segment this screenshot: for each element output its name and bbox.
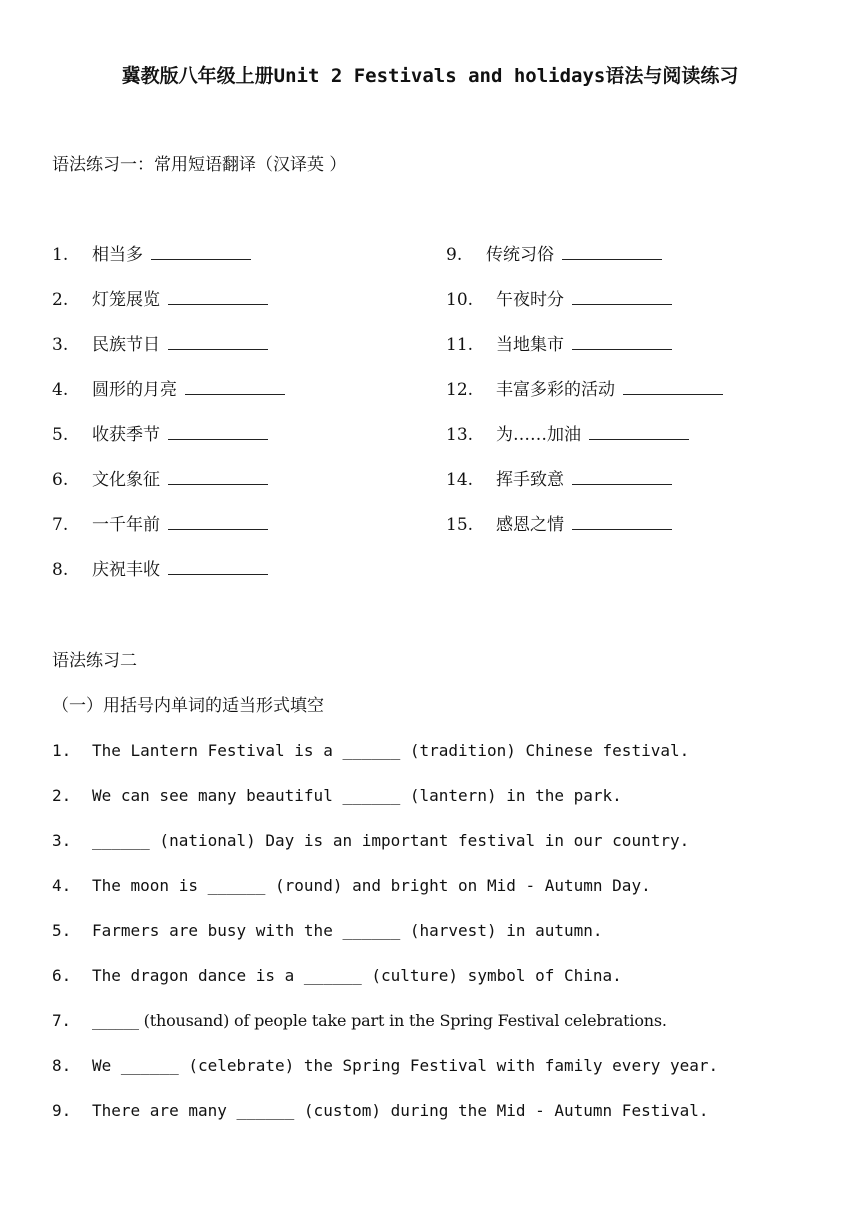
phrase-number: 12. — [446, 380, 474, 400]
phrase-number: 2. — [52, 290, 69, 310]
sentence-item — [52, 916, 603, 946]
sentence-item — [52, 1006, 667, 1036]
answer-blank[interactable] — [168, 511, 268, 530]
sentence-text: We can see many beautiful ______ (lantern) in the park. — [92, 786, 622, 805]
phrase-item — [446, 240, 662, 270]
phrase-text: 灯笼展览 — [92, 290, 160, 310]
answer-blank[interactable] — [589, 421, 689, 440]
phrase-item — [446, 285, 672, 315]
phrase-item — [446, 420, 689, 450]
sentence-item — [52, 871, 651, 901]
section2-heading: 语法练习二 — [52, 651, 137, 671]
answer-blank[interactable] — [168, 556, 268, 575]
sentence-number: 4. — [52, 876, 72, 895]
section2-subheading: （一）用括号内单词的适当形式填空 — [52, 696, 324, 716]
phrase-number: 1. — [52, 245, 69, 265]
answer-blank[interactable] — [623, 376, 723, 395]
phrase-text: 庆祝丰收 — [92, 560, 160, 580]
sentence-item — [52, 826, 689, 856]
answer-blank[interactable] — [151, 241, 251, 260]
phrase-item — [446, 330, 672, 360]
phrase-number: 8. — [52, 560, 69, 580]
phrase-text: 挥手致意 — [496, 470, 564, 490]
phrase-number: 7. — [52, 515, 69, 535]
answer-blank[interactable] — [562, 241, 662, 260]
sentence-number: 7. — [52, 1011, 71, 1030]
phrase-item — [52, 555, 268, 585]
sentence-number: 6. — [52, 966, 72, 985]
answer-blank[interactable] — [572, 511, 672, 530]
phrase-number: 5. — [52, 425, 69, 445]
sentence-text: The Lantern Festival is a ______ (tradition) Chinese festival. — [92, 741, 690, 760]
answer-blank[interactable] — [572, 466, 672, 485]
phrase-text: 相当多 — [92, 245, 143, 265]
sentence-number: 3. — [52, 831, 72, 850]
phrase-number: 14. — [446, 470, 474, 490]
sentence-text: ______ (thousand) of people take part in the Spring Festival celebrations. — [92, 1011, 667, 1030]
answer-blank[interactable] — [168, 286, 268, 305]
phrase-number: 9. — [446, 245, 463, 265]
phrase-number: 4. — [52, 380, 69, 400]
phrase-number: 13. — [446, 425, 474, 445]
sentence-item — [52, 781, 622, 811]
phrase-item — [446, 510, 672, 540]
phrase-item — [52, 285, 268, 315]
phrase-item — [52, 510, 268, 540]
phrase-text: 当地集市 — [496, 335, 564, 355]
phrase-text: 一千年前 — [92, 515, 160, 535]
phrase-item — [52, 375, 285, 405]
sentence-text: There are many ______ (custom) during the Mid - Autumn Festival. — [92, 1101, 709, 1120]
phrase-item — [446, 375, 723, 405]
sentence-item — [52, 961, 622, 991]
sentence-text: Farmers are busy with the ______ (harvest) in autumn. — [92, 921, 603, 940]
phrase-text: 文化象征 — [92, 470, 160, 490]
phrase-item — [52, 330, 268, 360]
phrase-number: 15. — [446, 515, 474, 535]
phrase-text: 圆形的月亮 — [92, 380, 177, 400]
section1-heading: 语法练习一：常用短语翻译（汉译英 ） — [52, 155, 347, 175]
phrase-text: 传统习俗 — [486, 245, 554, 265]
phrase-text: 为……加油 — [496, 425, 581, 445]
phrase-number: 11. — [446, 335, 474, 355]
sentence-item — [52, 1096, 709, 1126]
phrase-item — [52, 420, 268, 450]
answer-blank[interactable] — [185, 376, 285, 395]
sentence-number: 2. — [52, 786, 72, 805]
document-title: 冀教版八年级上册Unit 2 Festivals and holidays语法与阅读练习 — [121, 65, 739, 87]
phrase-number: 6. — [52, 470, 69, 490]
phrase-item — [446, 465, 672, 495]
phrase-text: 午夜时分 — [496, 290, 564, 310]
phrase-text: 丰富多彩的活动 — [496, 380, 615, 400]
answer-blank[interactable] — [168, 421, 268, 440]
phrase-number: 3. — [52, 335, 69, 355]
sentence-item — [52, 1051, 718, 1081]
phrase-number: 10. — [446, 290, 474, 310]
phrase-text: 收获季节 — [92, 425, 160, 445]
sentence-text: We ______ (celebrate) the Spring Festival with family every year. — [92, 1056, 719, 1075]
sentence-text: The moon is ______ (round) and bright on Mid - Autumn Day. — [92, 876, 651, 895]
sentence-item — [52, 736, 689, 766]
phrase-text: 感恩之情 — [496, 515, 564, 535]
sentence-number: 1. — [52, 741, 72, 760]
answer-blank[interactable] — [572, 286, 672, 305]
sentence-number: 9. — [52, 1101, 72, 1120]
sentence-number: 8. — [52, 1056, 72, 1075]
answer-blank[interactable] — [168, 466, 268, 485]
sentence-text: The dragon dance is a ______ (culture) symbol of China. — [92, 966, 622, 985]
phrase-item — [52, 240, 251, 270]
phrase-text: 民族节日 — [92, 335, 160, 355]
sentence-number: 5. — [52, 921, 72, 940]
sentence-text: ______ (national) Day is an important festival in our country. — [92, 831, 690, 850]
answer-blank[interactable] — [168, 331, 268, 350]
phrase-item — [52, 465, 268, 495]
answer-blank[interactable] — [572, 331, 672, 350]
